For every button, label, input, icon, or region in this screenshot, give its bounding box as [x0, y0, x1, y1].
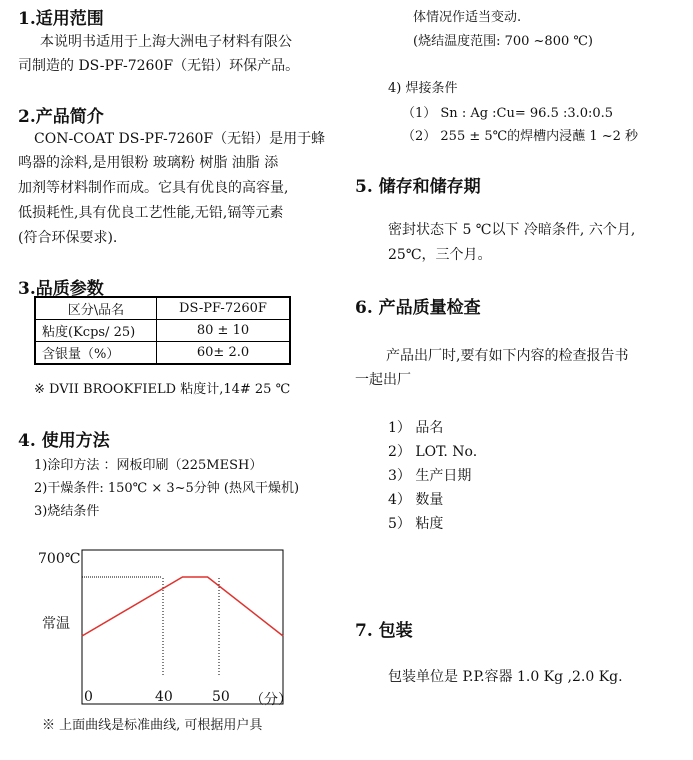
- chart-note: ※ 上面曲线是标准曲线, 可根据用户具: [42, 718, 263, 733]
- chart-xtick-0: 0: [84, 689, 93, 705]
- table-cell: 含银量（%）: [35, 342, 157, 365]
- chart-frame: [82, 550, 283, 704]
- section6-item-1: 1） 品名: [388, 420, 444, 436]
- chart-ylabel-top: 700℃: [38, 551, 81, 567]
- section1-text-line2: 司制造的 DS-PF-7260F（无铅）环保产品。: [18, 58, 300, 74]
- table-header-cell: DS-PF-7260F: [157, 297, 291, 320]
- section2-line-5: (符合环保要求).: [18, 230, 118, 246]
- table-header-cell: 区分\品名: [35, 297, 157, 320]
- section3-title: 3.品质参数: [18, 279, 104, 299]
- continued-line-1: 体情况作适当变动.: [413, 10, 522, 25]
- section6-line-2: 一起出厂: [355, 372, 411, 388]
- weld-item-1: （1） Sn : Ag :Cu= 96.5 :3.0:0.5: [402, 106, 614, 121]
- section4-line-1: 1)涂印方法 ：网板印刷（225MESH）: [34, 458, 263, 473]
- chart-xtick-40: 40: [155, 689, 173, 705]
- table-note: ※ DVII BROOKFIELD 粘度计,14# 25 ℃: [34, 382, 291, 397]
- table-cell: 粘度(Kcps/ 25): [35, 320, 157, 342]
- section4-line-2: 2)干燥条件: 150℃ × 3~5分钟 (热风干燥机): [34, 481, 300, 496]
- firing-curve-line: [82, 577, 283, 636]
- chart-ylabel-bottom: 常温: [42, 616, 70, 632]
- section7-title: 7. 包装: [355, 621, 413, 641]
- section6-item-4: 4） 数量: [388, 492, 444, 508]
- section2-line-3: 加剂等材料制作而成。它具有优良的高容量,: [18, 180, 289, 196]
- section5-title: 5. 储存和储存期: [355, 177, 481, 197]
- weld-title: 4) 焊接条件: [388, 81, 458, 96]
- section6-title: 6. 产品质量检查: [355, 298, 481, 318]
- section2-line-2: 鸣器的涂料,是用银粉 玻璃粉 树脂 油脂 添: [18, 155, 279, 171]
- chart-xtick-50: 50: [212, 689, 230, 705]
- section1-text-line1: 本说明书适用于上海大洲电子材料有限公: [40, 34, 292, 50]
- table-cell: 60± 2.0: [157, 342, 291, 365]
- section6-item-2: 2） LOT. No.: [388, 444, 478, 460]
- weld-item-2: （2） 255 ± 5℃的焊槽内浸蘸 1 ~2 秒: [402, 129, 639, 144]
- section2-title: 2.产品简介: [18, 107, 104, 127]
- table-cell: 80 ± 10: [157, 320, 291, 342]
- section1-title: 1.适用范围: [18, 9, 104, 29]
- section6-item-3: 3） 生产日期: [388, 468, 472, 484]
- continued-line-2: (烧结温度范围: 700 ~800 ℃): [413, 34, 593, 49]
- section5-line-1: 密封状态下 5 ℃以下 冷暗条件, 六个月,: [388, 222, 636, 238]
- section2-line-1: CON-COAT DS-PF-7260F（无铅）是用于蜂: [34, 131, 326, 147]
- section4-title: 4. 使用方法: [18, 431, 110, 451]
- section2-line-4: 低损耗性,具有优良工艺性能,无铅,镉等元素: [18, 205, 284, 221]
- section7-line: 包装单位是 P.P.容器 1.0 Kg ,2.0 Kg.: [388, 669, 623, 685]
- section5-line-2: 25℃，三个月。: [388, 247, 492, 263]
- section6-item-5: 5） 粘度: [388, 516, 444, 532]
- section6-line-1: 产品出厂时,要有如下内容的检查报告书: [386, 348, 629, 364]
- chart-xunit: （分）: [250, 692, 292, 708]
- section4-line-3: 3)烧结条件: [34, 504, 100, 519]
